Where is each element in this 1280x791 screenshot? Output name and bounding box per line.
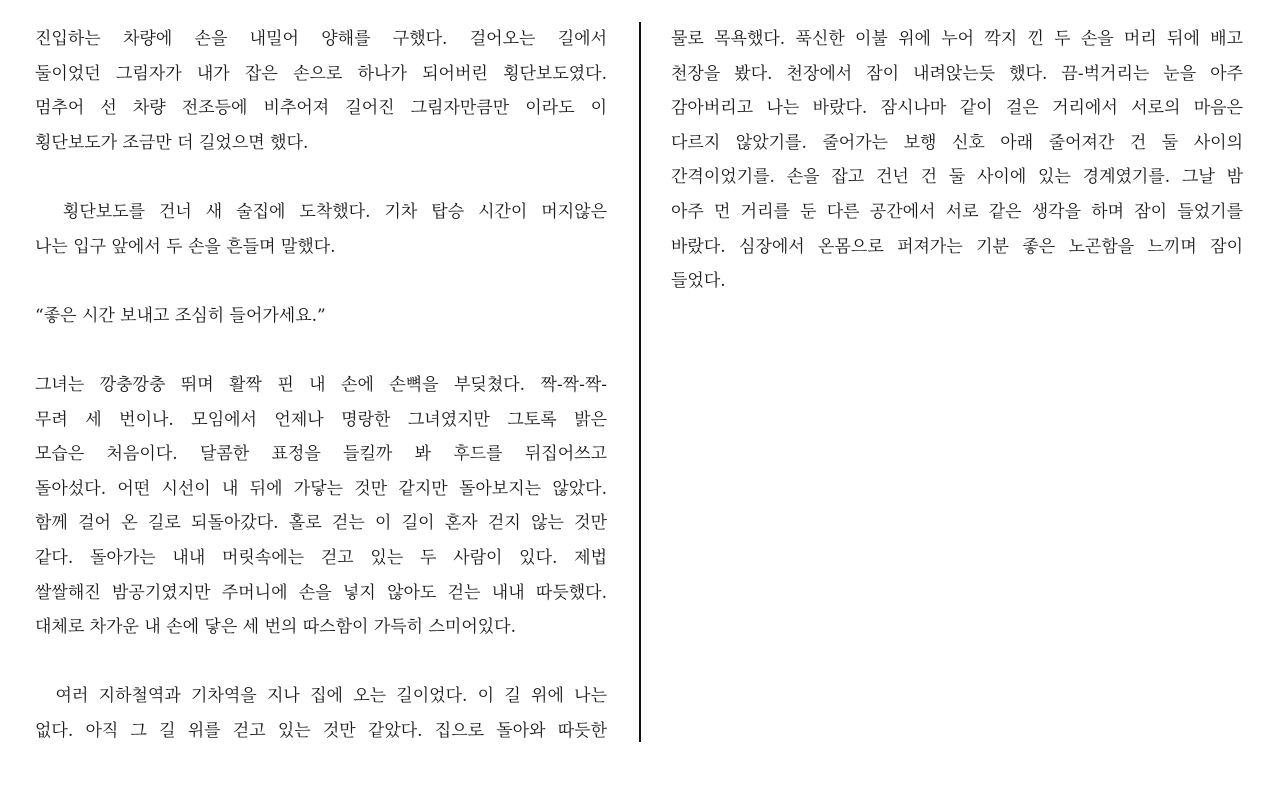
text-line: 물로 목욕했다. 푹신한 이불 위에 누어 깍지 낀 두 손을 머리 뒤에 배고 [671,29,1243,49]
text-line: 횡단보도가 조금만 더 길었으면 했다. [35,132,309,153]
right-column [671,22,1243,299]
text-line: 다르지 않았기를. 줄어가는 보행 신호 아래 줄어져간 건 둘 사이의 [671,132,1243,153]
paragraph [671,22,1243,299]
text-line: 그녀는 깡충깡충 뛰며 활짝 핀 내 손에 손뼉을 부딪쳤다. 짝-짝-짝- [35,374,607,395]
text-line: 돌아섰다. 어떤 시선이 내 뒤에 가닿는 것만 같지만 돌아보지는 않았다. [35,478,607,499]
paragraph-spacer [35,645,607,680]
text-line: 멈추어 선 차량 전조등에 비추어져 길어진 그림자만큼만 이라도 이 [35,98,607,119]
paragraph [35,679,607,748]
text-line: 간격이었기를. 손을 잡고 건넌 건 둘 사이에 있는 경계였기를. 그날 밤 [671,167,1243,188]
text-line: 대체로 차가운 내 손에 닿은 세 번의 따스함이 가득히 스미어있다. [35,617,517,638]
text-line: 나는 입구 앞에서 두 손을 흔들며 말했다. [35,236,336,257]
paragraph [35,22,607,160]
text-line: 같다. 돌아가는 내내 머릿속에는 걷고 있는 두 사람이 있다. 제법 [35,547,607,568]
text-line: 횡단보도를 건너 새 술집에 도착했다. 기차 탑승 시간이 머지않은 [35,201,607,222]
text-line: 아주 먼 거리를 둔 다른 공간에서 서로 같은 생각을 하며 잠이 들었기를 [671,201,1243,222]
text-line: 진입하는 차량에 손을 내밀어 양해를 구했다. 걸어오는 길에서 [35,29,607,49]
text-line: 바랐다. 심장에서 온몸으로 퍼져가는 기분 좋은 노곤함을 느끼며 잠이 [671,236,1243,257]
text-line: 쌀쌀해진 밤공기였지만 주머니에 손을 넣지 않아도 걷는 내내 따듯했다. [35,582,607,603]
text-line: 여러 지하철역과 기차역을 지나 집에 오는 길이었다. 이 길 위에 나는 [35,686,607,707]
text-line: 들었다. [671,271,726,292]
paragraph [35,195,607,264]
dialogue-line: “좋은 시간 보내고 조심히 들어가세요.” [35,305,326,326]
left-column [35,22,607,748]
text-line: 함께 걸어 온 길로 되돌아갔다. 홀로 걷는 이 길이 혼자 걷지 않는 것만 [35,513,607,534]
text-line: 천장을 봤다. 천장에서 잠이 내려앉는듯 했다. 끔-벅거리는 눈을 아주 [671,63,1243,84]
column-divider [639,22,641,742]
text-line: 없다. 아직 그 길 위를 걷고 있는 것만 같았다. 집으로 돌아와 따듯한 [35,720,607,741]
text-line: 둘이었던 그림자가 내가 잡은 손으로 하나가 되어버린 횡단보도였다. [35,63,607,84]
text-line: 모습은 처음이다. 달콤한 표정을 들킬까 봐 후드를 뒤집어쓰고 [35,444,607,465]
text-line: 감아버리고 나는 바랐다. 잠시나마 같이 걸은 거리에서 서로의 마음은 [671,98,1243,119]
paragraph [35,299,607,334]
text-line: 무려 세 번이나. 모임에서 언제나 명랑한 그녀였지만 그토록 밝은 [35,409,607,430]
paragraph-spacer [35,333,607,368]
paragraph-spacer [35,264,607,299]
paragraph-spacer [35,160,607,195]
paragraph [35,368,607,645]
